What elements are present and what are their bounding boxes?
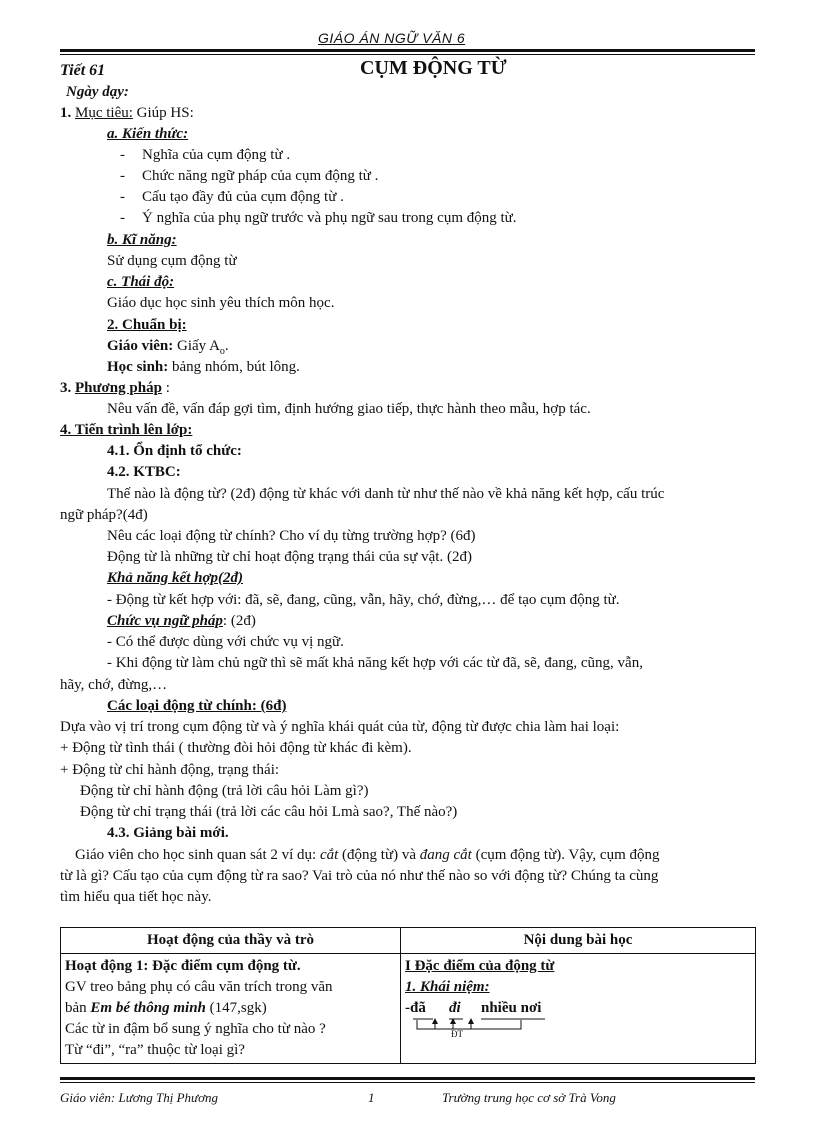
footer-page-number: 1: [368, 1090, 375, 1105]
question-1a: Thế nào là động từ? (2đ) động từ khác với danh từ như thế nào về khả năng kết hợp, cấu trúc: [107, 486, 665, 502]
intro-line-2: từ là gì? Cấu tạo của cụm động từ ra sao? Vai trò của nó như thế nào so với động từ? Chúng ta cùng: [60, 868, 659, 884]
type-2: + Động từ chỉ hành động, trạng thái:: [60, 762, 280, 778]
intro-line-1: Giáo viên cho học sinh quan sát 2 ví dụ: cắt (động từ) và đang cắt (cụm động từ). Vậy, cụm động: [75, 847, 660, 863]
phrase-arrows: [405, 998, 545, 1038]
section3-heading: Phương pháp: [75, 380, 162, 396]
section2-heading: 2. Chuẩn bị:: [107, 317, 187, 333]
function-2a: - Khi động từ làm chủ ngữ thì sẽ mất khả năng kết hợp với các từ đã, sẽ, đang, cũng, vẫn,: [107, 655, 643, 671]
footer-rule-thick: [60, 1077, 755, 1080]
dt-label: ĐT: [451, 1029, 463, 1039]
col2-header: Nội dung bài học: [401, 928, 756, 954]
activity-line-1: GV treo bảng phụ có câu văn trích trong văn: [65, 979, 333, 995]
knowledge-item-4: - Ý nghĩa của phụ ngữ trước và phụ ngữ sau trong cụm động từ.: [120, 210, 517, 226]
type-1: + Động từ tình thái ( thường đòi hỏi động từ khác đi kèm).: [60, 740, 412, 756]
section1-number: 1.: [60, 105, 72, 121]
intro-line-3: tìm hiểu qua tiết học này.: [60, 889, 212, 905]
section1-line: [60, 103, 194, 124]
s41-heading: 4.1. Ổn định tổ chức:: [107, 443, 242, 459]
attitude-heading: c. Thái độ:: [107, 274, 175, 290]
activity-cell: [61, 954, 401, 1064]
teacher-prep: Giáo viên: Giấy $A_o$.: [107, 338, 229, 357]
function-1: - Có thể được dùng với chức vụ vị ngữ.: [107, 634, 344, 650]
function-2b: hãy, chớ, đừng,…: [60, 677, 168, 693]
combination-heading: Khả năng kết hợp(2đ): [107, 570, 243, 586]
period-label: Tiết 61: [60, 62, 106, 79]
footer-rule-thin: [60, 1082, 755, 1083]
type-2b: Động từ chỉ trạng thái (trả lời các câu hỏi Lmà sao?, Thế nào?): [80, 804, 458, 820]
answer-1: Động từ là những từ chỉ hoạt động trạng thái của sự vật. (2đ): [107, 549, 472, 565]
content-cell: [401, 954, 756, 1064]
running-header: GIÁO ÁN NGỮ VĂN 6: [318, 30, 466, 46]
section1-heading: Mục tiêu:: [75, 105, 133, 121]
activity-title: Hoạt động 1: Đặc điểm cụm động từ.: [65, 958, 301, 974]
footer-teacher: Giáo viên: Lương Thị Phương: [60, 1090, 219, 1105]
knowledge-item-3: - Cấu tạo đầy đủ của cụm động từ .: [120, 189, 344, 205]
attitude-text: Giáo dục học sinh yêu thích môn học.: [107, 295, 335, 311]
knowledge-item-2: - Chức năng ngữ pháp của cụm động từ .: [120, 168, 379, 184]
content-heading: I Đặc điểm của động từ: [405, 958, 555, 974]
type-2a: Động từ chỉ hành động (trả lời câu hỏi Làm gì?): [80, 783, 369, 799]
footer-school: Trường trung học cơ sở Trà Vong: [442, 1090, 616, 1105]
lesson-table: [60, 927, 756, 1064]
question-2: Nêu các loại động từ chính? Cho ví dụ từng trường hợp? (6đ): [107, 528, 476, 544]
content-subheading: 1. Khái niệm:: [405, 979, 490, 995]
word-nhieu-noi: nhiều nơi: [481, 1000, 542, 1016]
types-heading: Các loại động từ chính: (6đ): [107, 698, 287, 714]
phrase-diagram: [405, 998, 751, 1040]
col1-header: Hoạt động của thầy và trò: [61, 928, 401, 954]
activity-line-3: Các từ in đậm bổ sung ý nghĩa cho từ nào ?: [65, 1021, 326, 1037]
function-heading: Chức vụ ngữ pháp: [107, 613, 223, 629]
student-prep: Học sinh: bảng nhóm, bút lông.: [107, 359, 300, 375]
word-da: -đã: [405, 1000, 426, 1016]
skill-heading: b. Kĩ năng:: [107, 232, 177, 248]
activity-line-2: bản Em bé thông minh (147,sgk): [65, 1000, 267, 1016]
activity-line-4: Từ “đi”, “ra” thuộc từ loại gì?: [65, 1042, 245, 1058]
s43-heading: 4.3. Giảng bài mới.: [107, 825, 229, 841]
section1-intro: Giúp HS:: [132, 105, 194, 121]
combination-text: - Động từ kết hợp với: đã, sẽ, đang, cũng, vẫn, hãy, chớ, đừng,… để tạo cụm động từ.: [107, 592, 620, 608]
knowledge-heading: a. Kiến thức:: [107, 126, 189, 142]
section4-heading: 4. Tiến trình lên lớp:: [60, 422, 193, 438]
lesson-title: CỤM ĐỘNG TỪ: [360, 57, 507, 79]
s42-heading: 4.2. KTBC:: [107, 464, 181, 480]
skill-text: Sử dụng cụm động từ: [107, 253, 237, 269]
header-rule-thin: [60, 54, 755, 55]
date-label: Ngày dạy:: [66, 84, 129, 100]
header-rule-thick: [60, 49, 755, 52]
knowledge-item-1: - Nghĩa của cụm động từ .: [120, 147, 291, 163]
section3-text: Nêu vấn đề, vấn đáp gợi tìm, định hướng giao tiếp, thực hành theo mẫu, hợp tác.: [107, 401, 591, 417]
question-1b: ngữ pháp?(4đ): [60, 507, 148, 523]
section3-line: 3. Phương pháp :: [60, 380, 170, 396]
function-line: Chức vụ ngữ pháp: (2đ): [107, 613, 256, 629]
types-intro: Dựa vào vị trí trong cụm động từ và ý nghĩa khái quát của từ, động từ được chia làm hai loại:: [60, 719, 620, 735]
word-di: đi: [449, 1000, 461, 1016]
